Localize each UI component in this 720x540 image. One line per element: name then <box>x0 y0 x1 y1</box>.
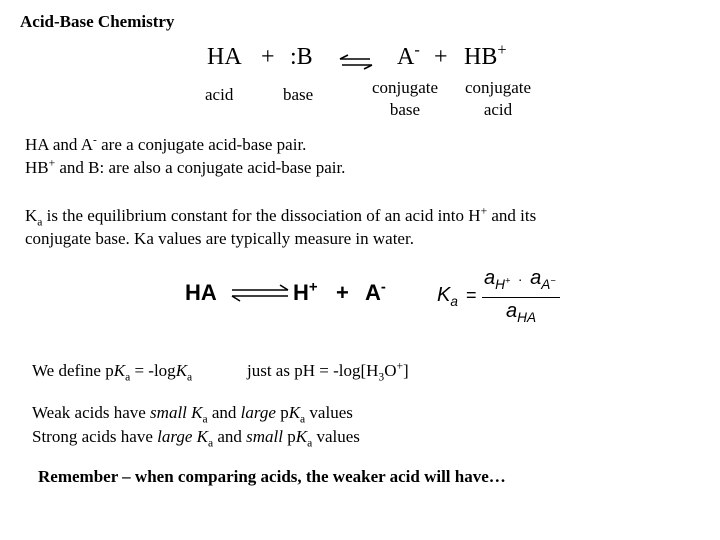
label-acid: acid <box>205 85 234 104</box>
ka-definition-line1: $K_a$ is the equilibrium constant for the dissociation of an acid into H+ and its <box>25 204 537 229</box>
conjugate-pair-line2: HB+ and B: are also a conjugate acid-base pair. <box>25 156 346 177</box>
reaction2-ha: HA <box>185 280 217 305</box>
ph-definition: just as pH = $-\log[H_3O^+]$ <box>247 359 409 384</box>
label-conjugate-base: conjugate base <box>371 78 439 119</box>
weak-acids-text: Weak acids have small $K_a$ and large $pK_a$ values <box>32 403 353 426</box>
reaction2-h-plus: H+ <box>293 278 318 305</box>
conjugate-pair-text <box>25 133 345 179</box>
reaction1-conj-base: A- <box>397 40 420 70</box>
ka-symbol: $K_a$ <box>437 284 458 309</box>
equilibrium-arrows-icon-2 <box>230 284 290 302</box>
remember-note: Remember – when comparing acids, the weaker acid will have… <box>38 467 506 486</box>
reaction1-conj-acid: HB+ <box>464 40 507 70</box>
ka-denominator: $a_{HA}$ <box>506 300 537 325</box>
reaction1-plus2: + <box>434 44 448 70</box>
reaction2-plus: + <box>336 280 349 305</box>
reaction1-plus1: + <box>261 44 275 70</box>
equilibrium-arrows-icon <box>338 54 374 70</box>
reaction1-ha: HA <box>207 44 242 70</box>
ka-definition-line2: conjugate base. Ka values are typically measure in water. <box>25 229 414 248</box>
ka-numerator: $a_{H^+} \cdot a_{A^-}$ <box>484 267 556 292</box>
label-base: base <box>283 85 314 104</box>
reaction2-a-minus: A- <box>365 278 386 305</box>
slide-title: Acid-Base Chemistry <box>20 12 175 31</box>
ka-fraction-bar <box>482 297 560 298</box>
pka-definition: We define $pK_a = -\log K_a$ <box>32 361 193 384</box>
ka-equals: = <box>466 285 477 305</box>
reaction1-base: :B <box>290 44 313 70</box>
conjugate-pair-line1: HA and A- are a conjugate acid-base pair. <box>25 133 307 154</box>
ka-definition-text <box>25 204 536 250</box>
label-conjugate-acid: conjugate acid <box>464 78 532 119</box>
strong-acids-text: Strong acids have large $K_a$ and small $pK_a$ values <box>32 427 360 450</box>
